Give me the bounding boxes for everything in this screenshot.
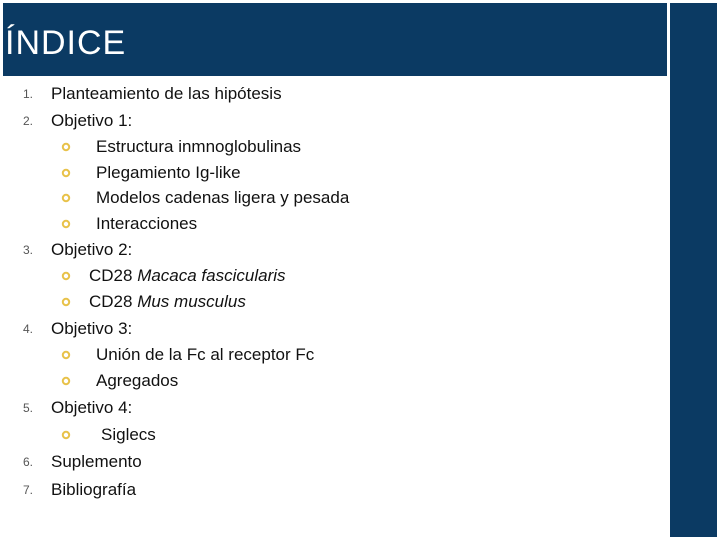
toc-item-label: Bibliografía [51, 480, 137, 499]
toc-subitem-label: Unión de la Fc al receptor Fc [96, 345, 315, 364]
toc-item-number: 6. [23, 455, 34, 469]
species-prefix: CD28 [89, 266, 138, 285]
toc-item-label: Objetivo 1: [51, 111, 133, 130]
ring-bullet-icon [61, 371, 73, 391]
toc-item-number: 3. [23, 243, 34, 257]
toc-item-label: Planteamiento de las hipótesis [51, 84, 282, 103]
page-title: ÍNDICE [5, 24, 127, 62]
toc-subitem-label: Modelos cadenas ligera y pesada [96, 188, 350, 207]
toc-item-number: 2. [23, 114, 34, 128]
side-accent-bar [670, 3, 717, 537]
species-prefix: CD28 [89, 292, 138, 311]
species-name: Macaca fascicularis [137, 266, 286, 285]
toc-subitem-label: Estructura inmnoglobulinas [96, 137, 302, 156]
ring-bullet-icon [61, 266, 73, 286]
ring-bullet-icon [61, 188, 73, 208]
toc-item-number: 1. [23, 87, 34, 101]
toc-item-label: Objetivo 4: [51, 398, 133, 417]
ring-bullet-icon [61, 214, 73, 234]
ring-bullet-icon [61, 292, 73, 312]
species-name: Mus musculus [137, 292, 246, 311]
toc-subitem-label: Siglecs [101, 425, 156, 444]
toc-subitem-label: Interacciones [96, 214, 198, 233]
toc-subitem-label [89, 292, 246, 312]
ring-bullet-icon [61, 163, 73, 183]
toc-subitem-label: Agregados [96, 371, 179, 390]
toc-item-label: Objetivo 2: [51, 240, 133, 259]
toc-subitem-label: Plegamiento Ig-like [96, 163, 241, 182]
toc-item-label: Suplemento [51, 452, 142, 471]
ring-bullet-icon [61, 137, 73, 157]
ring-bullet-icon [61, 425, 73, 445]
toc-item-number: 7. [23, 483, 34, 497]
ring-bullet-icon [61, 345, 73, 365]
toc-item-label: Objetivo 3: [51, 319, 133, 338]
toc-subitem-label [89, 266, 286, 286]
toc-item-number: 4. [23, 322, 34, 336]
toc-item-number: 5. [23, 401, 34, 415]
